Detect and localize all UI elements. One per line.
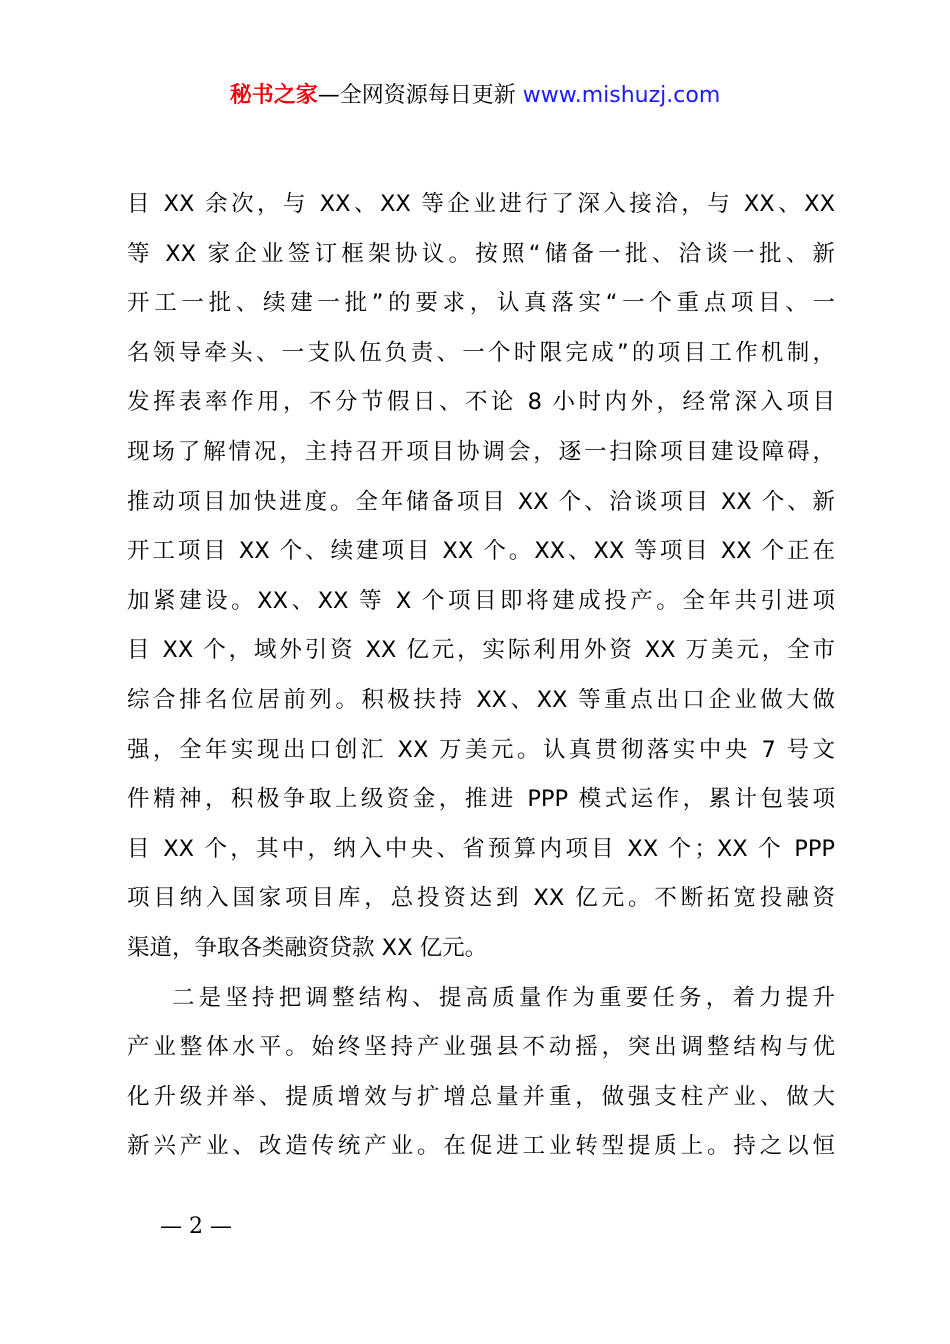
text-line: 项目纳入国家项目库，总投资达到 XX 亿元。不断拓宽投融资 — [127, 885, 835, 912]
text-line: 目 XX 个，其中，纳入中央、省预算内项目 XX 个；XX 个 PPP — [127, 835, 835, 862]
text-line: 目 XX 个，域外引资 XX 亿元，实际利用外资 XX 万美元，全市 — [127, 637, 835, 664]
document-body — [127, 180, 835, 1172]
site-brand: 秘书之家 — [229, 83, 318, 108]
text-line: 发挥表率作用，不分节假日、不论 8 小时内外，经常深入项目 — [127, 389, 835, 416]
text-line: 推动项目加快进度。全年储备项目 XX 个、洽谈项目 XX 个、新 — [127, 488, 835, 515]
text-line: 综合排名位居前列。积极扶持 XX、XX 等重点出口企业做大做 — [127, 686, 835, 713]
site-tagline: —全网资源每日更新 — [317, 83, 516, 108]
text-line: 强，全年实现出口创汇 XX 万美元。认真贯彻落实中央 7 号文 — [127, 736, 835, 763]
text-line: 现场了解情况，主持召开项目协调会，逐一扫除项目建设障碍， — [127, 438, 835, 465]
text-line: 开工项目 XX 个、续建项目 XX 个。XX、XX 等项目 XX 个正在 — [127, 538, 835, 565]
site-url-link[interactable]: www.mishuzj.com — [522, 83, 721, 108]
text-line: 等 XX 家企业签订框架协议。按照“储备一批、洽谈一批、新 — [127, 240, 835, 267]
text-line: 名领导牵头、一支队伍负责、一个时限完成”的项目工作机制， — [127, 339, 835, 366]
text-line: 二是坚持把调整结构、提高质量作为重要任务，着力提升 — [172, 984, 835, 1011]
text-line: 开工一批、续建一批”的要求，认真落实“一个重点项目、一 — [127, 290, 835, 317]
page-header — [0, 82, 950, 110]
text-line: 件精神，积极争取上级资金，推进 PPP 模式运作，累计包装项 — [127, 786, 835, 813]
text-line: 加紧建设。XX、XX 等 X 个项目即将建成投产。全年共引进项 — [127, 587, 835, 614]
text-line: 产业整体水平。始终坚持产业强县不动摇，突出调整结构与优 — [127, 1034, 835, 1061]
text-line: 目 XX 余次，与 XX、XX 等企业进行了深入接洽，与 XX、XX — [127, 191, 835, 217]
text-line: 渠道，争取各类融资贷款 XX 亿元。 — [127, 934, 488, 961]
text-line: 化升级并举、提质增效与扩增总量并重，做强支柱产业、做大 — [127, 1083, 835, 1110]
page-number: — 2 — — [160, 1214, 232, 1239]
text-line: 新兴产业、改造传统产业。在促进工业转型提质上。持之以恒 — [127, 1133, 835, 1160]
